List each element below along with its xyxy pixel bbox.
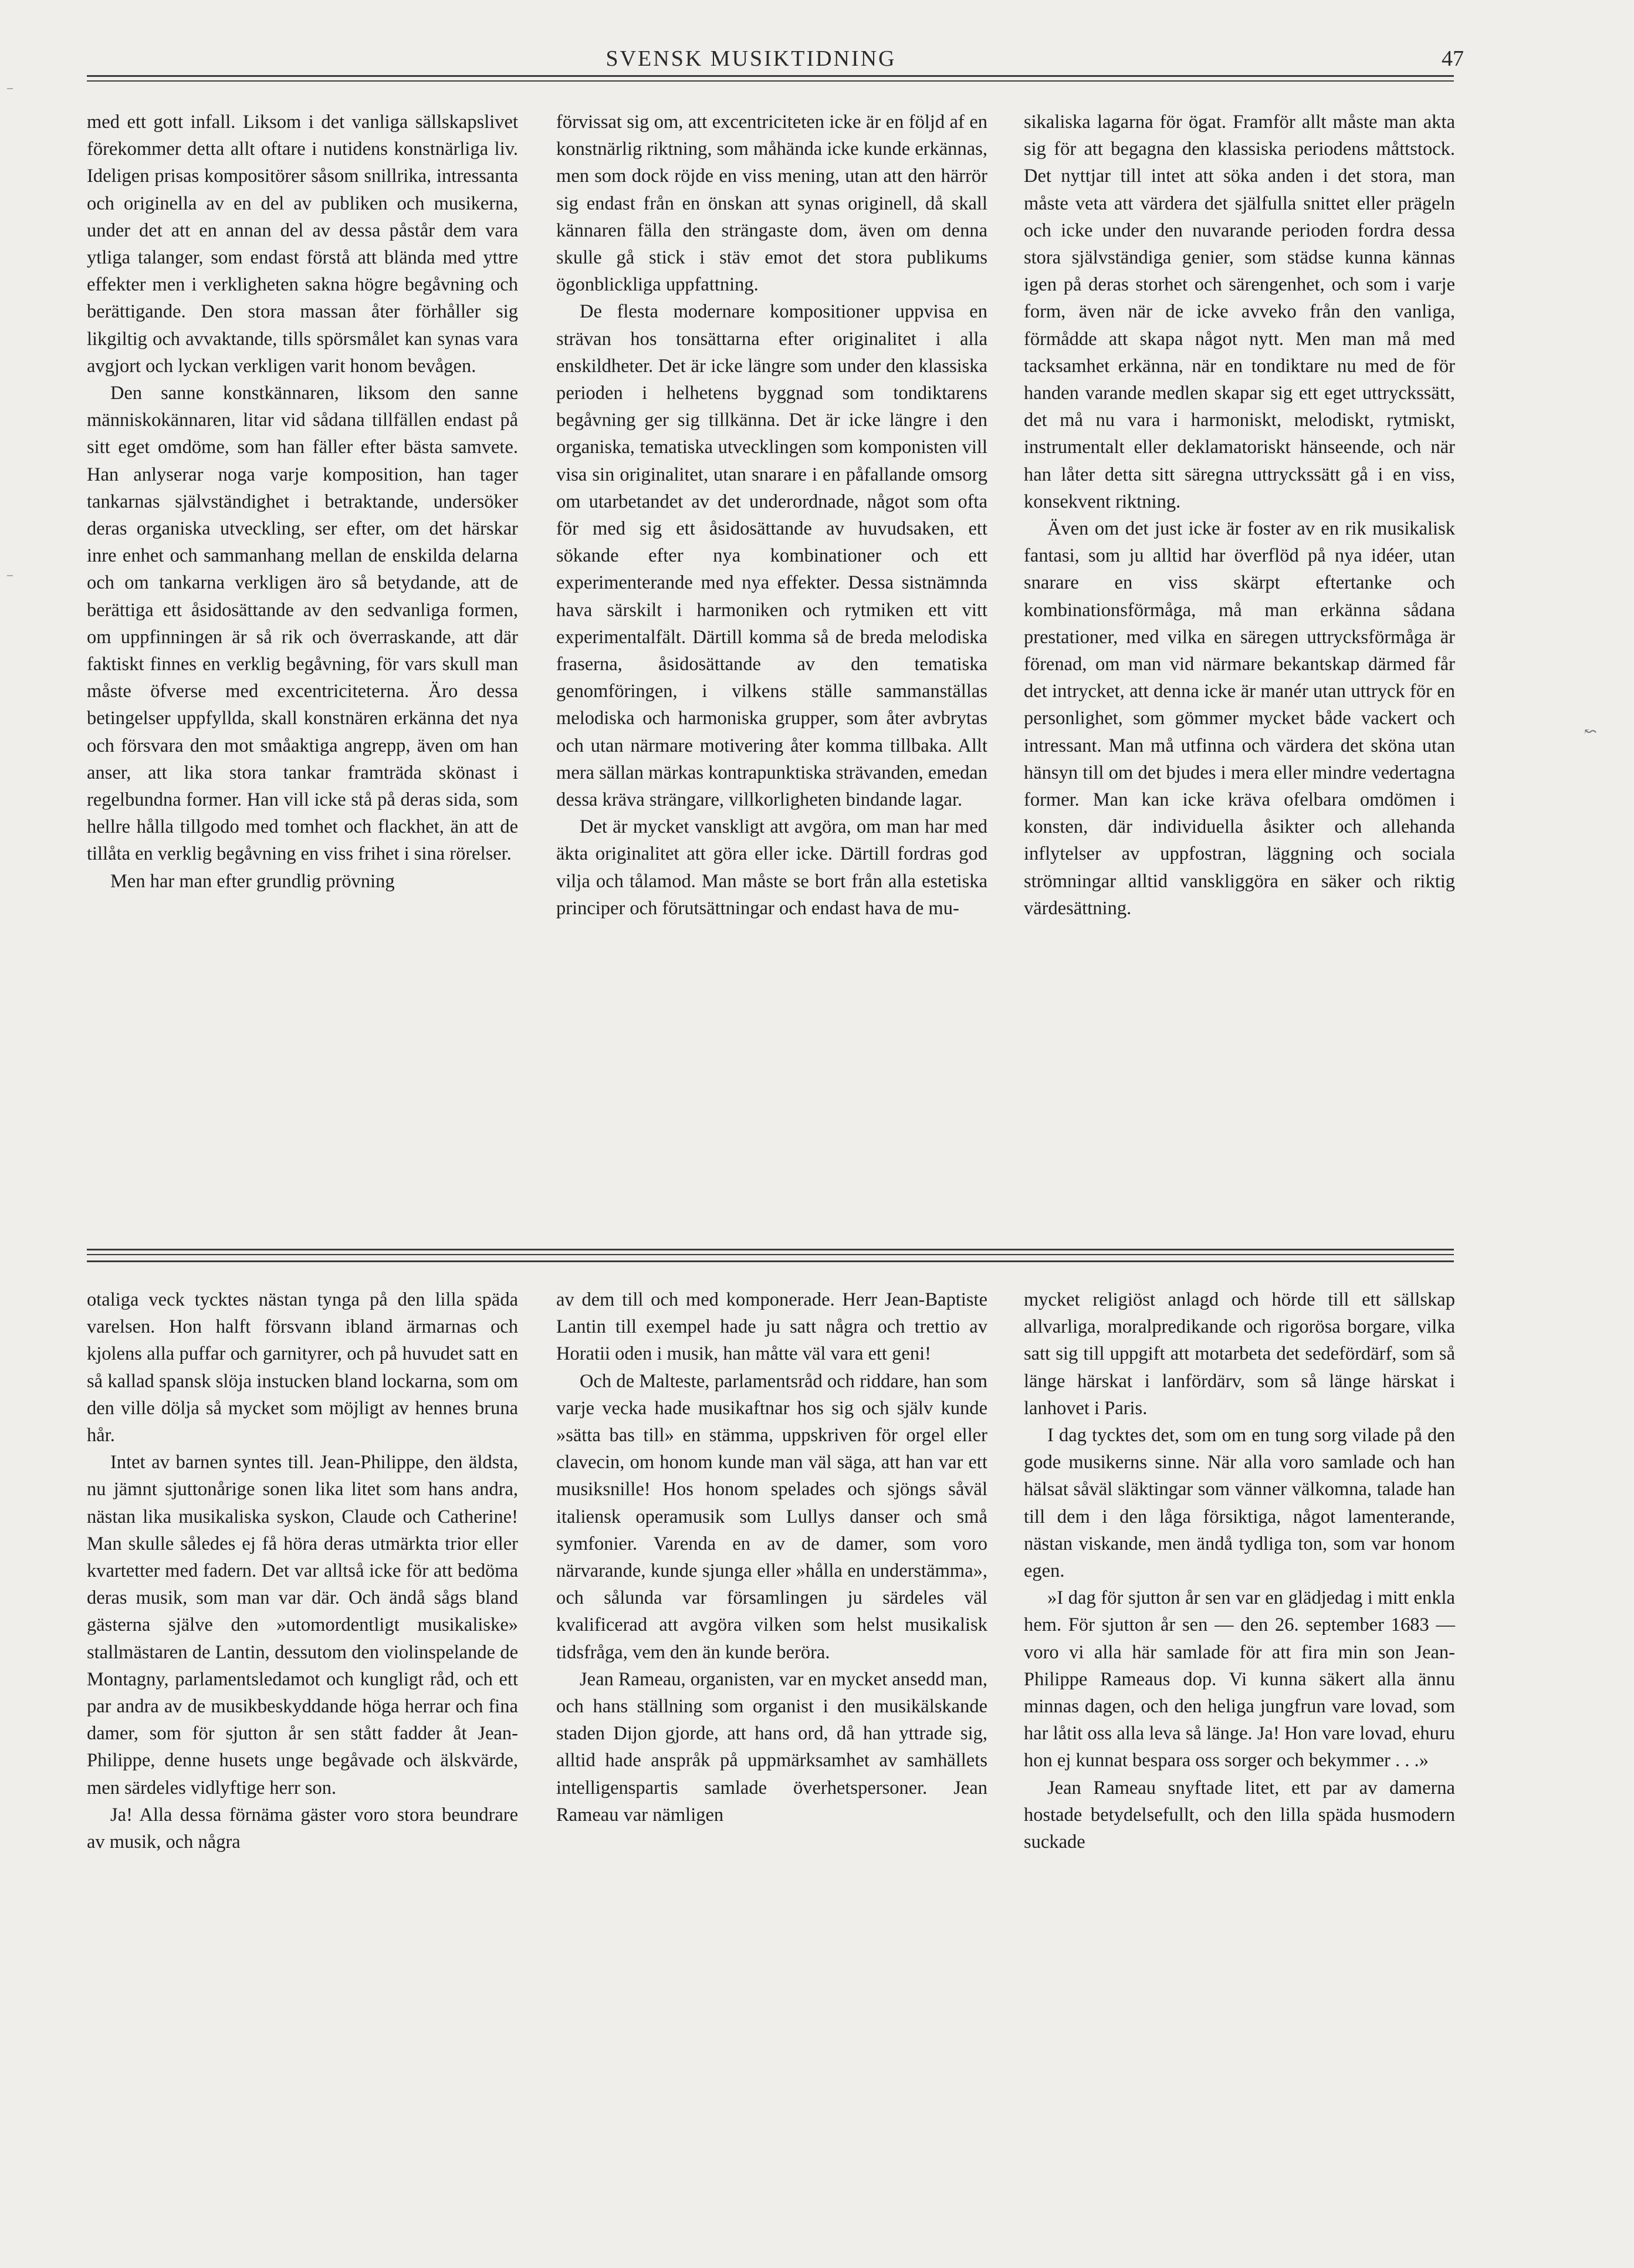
journal-title: SVENSK MUSIKTIDNING xyxy=(605,46,896,71)
paragraph: Jean Rameau, organisten, var en mycket ansedd man, och hans ställning som organist i den musikälskande staden Dijon gjorde, att hans ord, då han yttrade sig, alltid hade anspråk på uppmärksamhet av samhällets intelligenspartis samlade överhetspersoner. Jean Rameau var nämligen xyxy=(556,1668,987,1826)
section-divider-rule-lower xyxy=(87,1260,1454,1262)
paragraph: mycket religiöst anlagd och hörde till ett sällskap allvarliga, moralpredikande och rigorösa borgare, vilka satt sig till uppgift att motarbeta det sedefördärf, som så länge härskat i lanfördärv, som så länge härskat i lanhovet i Paris. xyxy=(1024,1289,1455,1419)
paragraph: Ja! Alla dessa förnäma gäster voro stora beundrare av musik, och några xyxy=(87,1804,518,1853)
essay-column-3 xyxy=(1024,109,1455,922)
paragraph: I dag tycktes det, som om en tung sorg vilade på den gode musikerns sinne. När alla voro samlade och han hälsat såväl släktingar som vänner välkomna, talade han till dem i den låga försiktiga, något lamenterande, nästan viskande, men ändå tydliga ton, som var honom egen. xyxy=(1024,1425,1455,1582)
paragraph: Intet av barnen syntes till. Jean-Philippe, den äldsta, nu jämnt sjuttonårige sonen lika litet som hans andra, nästan lika musikaliska syskon, Claude och Catherine! Man skulle således ej få höra deras utmärkta trior eller kvartetter med fadern. Det var alltså icke för att bedöma deras musik, som man var där. Och ändå sågs bland gästerna själve den »utomordentligt musikaliske» stallmästaren de Lantin, dessutom den violinspelande de Montagny, parlamentsledamot och kungligt råd, och ett par andra av de musikbeskyddande höga herrar och fina damer, som för sjutton år sen stått fadder åt Jean-Philippe, denne husets unge begåvade och älskvärde, men särdeles vidlyftige herr son. xyxy=(87,1452,518,1799)
story-column-3 xyxy=(1024,1286,1455,1855)
paragraph: förvissat sig om, att excentriciteten icke är en följd af en konstnärlig riktning, som måhända icke kunde erkännas, men som dock röjde en viss mening, utan att den härrör sig endast från en önskan att synas originell, då skall kännaren fälla den strängaste dom, även om denna skulle gå stick i stäv emot det stora publikums ögonblickliga uppfattning. xyxy=(556,111,987,296)
page-number: 47 xyxy=(1442,46,1464,71)
page-edge-tick xyxy=(7,575,13,576)
paragraph: Men har man efter grundlig prövning xyxy=(110,870,395,892)
paragraph: Och de Malteste, parlamentsråd och riddare, han som varje vecka hade musikaftnar hos sig och själv kunde »sätta bas till» en stämma, uppskriven för orgel eller clavecin, om honom kunde man väl säga, att han var ett musiksnille! Hos honom spelades och sjöngs såväl italiensk operamusik som Lullys danser och små symfonier. Varenda en av de damer, som voro närvarande, kunde sjunga eller »hålla en understämma», och sålunda var församlingen ju särdeles väl kvalificerad att avgöra vilken som helst musikalisk tidsfråga, vem den än kunde beröra. xyxy=(556,1370,987,1663)
paragraph: Jean Rameau snyftade litet, ett par av damerna hostade betydelsefullt, och den lilla späda husmodern suckade xyxy=(1024,1777,1455,1853)
story-column-1 xyxy=(87,1286,518,1855)
paragraph: med ett gott infall. Liksom i det vanliga sällskapslivet förekommer detta allt oftare i nutidens konstnärliga liv. Ideligen prisas kompositörer såsom snillrika, intressanta och originella av en del av publiken och musikerna, under det att en annan del av dessa påstår dem vara ytliga talanger, som endast förstå att blända med yttre effekter men i verkligheten sakna högre begåvning och berättigande. Den stora massan åter förhåller sig likgiltig och avvaktande, tills spörsmålet kan synas vara avgjort och lyckan verkligen varit honom bevågen. xyxy=(87,111,518,377)
essay-column-1 xyxy=(87,109,518,895)
section-divider-rule xyxy=(87,1249,1454,1255)
paragraph: Det är mycket vanskligt att avgöra, om man har med äkta originalitet att göra eller icke. Därtill fordras god vilja och tålamod. Man måste se bort från alla estetiska principer och förutsättningar och endast hava de mu- xyxy=(556,816,987,919)
paragraph: sikaliska lagarna för ögat. Framför allt måste man akta sig för att begagna den klassiska periodens måttstock. Det nyttjar till intet att söka anden i det stora, man måste veta att värdera det själfulla snittet eller prägeln och icke under den nuvarande perioden fordra dessa stora självständiga genier, som städse kunna kännas igen på deras storhet och särengenhet, och som i varje form, även när de icke avveko från den vanliga, förmådde att skapa något nytt. Men man må med tacksamhet erkänna, när en tondiktare nu med de för handen varande medlen skapar sig ett eget uttryckssätt, det må nu vara i harmoniskt, melodiskt, rytmiskt, instrumentalt eller deklamatoriskt hänseende, och när han låter detta sitt säregna uttryckssätt gå i en viss, konsekvent riktning. xyxy=(1024,111,1455,512)
paragraph: Den sanne konstkännaren, liksom den sanne människokännaren, litar vid sådana tillfällen endast på sitt eget omdöme, som han fäller efter bästa samvete. Han anlyserar noga varje komposition, han tager tankarnas självständighet i betraktande, undersöker deras organiska utveckling, ser efter, om det härskar inre enhet och sammanhang mellan de enskilda delarna och om tankarna verkligen äro så betydande, att de berättiga ett åsidosättande av den sedvanliga formen, om uppfinningen är så rik och överraskande, att där faktiskt finnes en verklig begåvning, för vars skull man måste öfverse med excentriciteterna. Äro dessa betingelser uppfyllda, skall konstnären erkänna det nya och försvara den mot småaktiga angrepp, även om han anser, att lika stora tankar framträda skönast i regelbundna former. Han vill icke stå på deras sida, som hellre hålla tillgodo med tomhet och flackhet, än att de tillåta en verklig begåvning en viss frihet i sina rörelser. xyxy=(87,383,518,865)
essay-column-2 xyxy=(556,109,987,922)
story-column-2 xyxy=(556,1286,987,1828)
paragraph: Även om det just icke är foster av en rik musikalisk fantasi, som ju alltid har överflöd på nya idéer, utan snarare en viss skärpt eftertanke och kombinationsförmåga, må man erkänna sådana prestationer, med vilka en säregen uttrycksförmåga är förenad, om man vid närmare bekantskap därmed får det intrycket, att denna icke är manér utan uttryck för en personlighet, som gömmer mycket både vackert och intressant. Man må utfinna och värdera det sköna utan hänsyn till om det bjudes i mera eller mindre vedertagna former. Man kan icke kräva ofelbara omdömen i konsten, där individuella åsikter och allehanda inflytelser av uppfostran, läggning och sociala strömningar alltid vanskliggöra en säker och riktig värdesättning. xyxy=(1024,518,1455,919)
header-rule xyxy=(87,75,1454,82)
paragraph: av dem till och med komponerade. Herr Jean-Baptiste Lantin till exempel hade ju satt några och trettio av Horatii oden i musik, han måtte väl vara ett geni! xyxy=(556,1289,987,1365)
paragraph: De flesta modernare kompositioner uppvisa en strävan hos tonsättarna efter originalitet i alla enskildheter. Det är icke längre som under den klassiska perioden i helhetens byggnad som tondiktarens begåvning ger sig tillkänna. Det är icke längre i den organiska, tematiska utvecklingen som komponisten vill visa sin originalitet, utan snarare i en påfallande omsorg om utarbetandet av det underordnade, något som ofta för med sig ett åsidosättande av huvudsaken, ett sökande efter nya kombinationer och ett experimenterande med nya effekter. Dessa sistnämnda hava särskilt i harmoniken och rytmiken ett vitt experimentalfält. Därtill komma så de breda melodiska fraserna, åsidosättande av den tematiska genomföringen, i vilkens ställe sammanställas melodiska och harmoniska grupper, som åter avbrytas och utan närmare motivering åter komma tillbaka. Allt mera sällan märkas kontrapunktiska strävanden, emedan dessa kräva strängare, villkorligheten bindande lagar. xyxy=(556,301,987,811)
margin-mark: ↜ xyxy=(1584,723,1597,740)
running-head xyxy=(0,46,1634,75)
paragraph: »I dag för sjutton år sen var en glädjedag i mitt enkla hem. För sjutton år sen — den 26. september 1683 — voro vi alla här samlade för att fira min son Jean-Philippe Rameaus dop. Vi kunna säkert alla ännu minnas dagen, och den heliga jungfrun vare lovad, som har låtit oss alla leva så länge. Ja! Hon vare lovad, ehuru hon ej kunnat bespara oss sorger och bekymmer . . .» xyxy=(1024,1587,1455,1772)
paragraph: otaliga veck tycktes nästan tynga på den lilla späda varelsen. Hon halft försvann ibland ärmarnas och kjolens alla puffar och garnityrer, och på huvudet satt en så kallad spansk slöja instucken bland lockarna, som om den ville dölja så mycket som möjligt av hennes bruna hår. xyxy=(87,1289,518,1446)
page-edge-tick xyxy=(7,88,13,89)
